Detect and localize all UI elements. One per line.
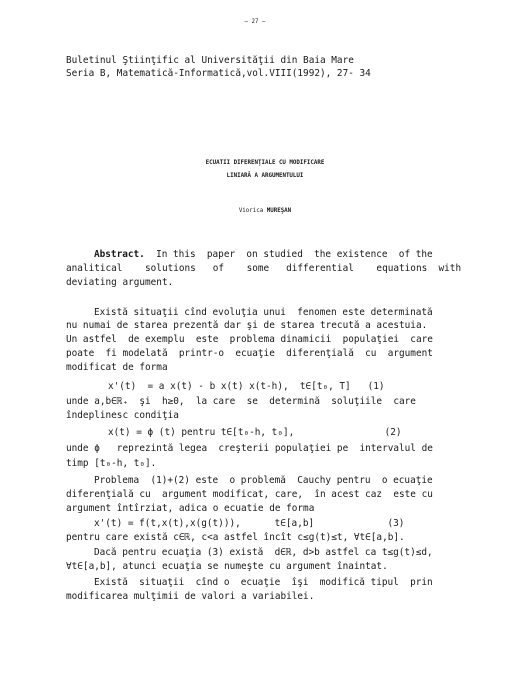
paragraph-1-line-6: unde a,b∈ℝ₊ şi h≥0, la care se determină soluţiile care: [66, 396, 416, 407]
paragraph-1-line-2: nu numai de starea prezentă dar şi de starea trecută a acestuia.: [66, 320, 428, 331]
paragraph-4-line-2: modificarea mulţimii de valori a variabilei.: [66, 591, 315, 602]
paragraph-2-line-2: diferenţială cu argument modificat, care, în acest caz este cu: [66, 489, 433, 500]
equation-1: x'(t) = a x(t) - b x(t) x(t-h), t∈[t₀, T] (1): [108, 381, 385, 392]
page-number: — 27 —: [244, 19, 266, 25]
equation-3: x'(t) = f(t,x(t),x(g(t))), t∈[a,b] (3): [94, 518, 405, 529]
paragraph-1-line-7: îndeplinesc condiţia: [66, 410, 179, 421]
paragraph-2-line-4: pentru care există c∈ℝ, c<a astfel încît c≤g(t)≤t, ∀t∈[a,b].: [66, 532, 405, 543]
author-last-name: MUREŞAN: [266, 208, 292, 214]
abstract-line-2: analitical solutions of some differential equations with: [66, 263, 462, 274]
paragraph-4-line-1: Există situaţii cînd o ecuaţie îşi modifică tipul prin: [94, 577, 433, 588]
abstract-line-1: [94, 249, 433, 261]
title-line-1: ECUATII DIFERENŢIALE CU MODIFICARE: [205, 160, 325, 166]
paragraph-1-line-1: Există situaţii cînd evoluţia unui fenomen este determinată: [94, 307, 433, 318]
equation-2: x(t) = ϕ (t) pentru t∈[t₀-h, t₀], (2): [108, 427, 402, 438]
paragraph-1-line-9: timp [t₀-h, t₀].: [66, 458, 157, 469]
paragraph-1-line-8: unde ϕ reprezintă legea creşterii populaţiei pe intervalul de: [66, 443, 433, 454]
paragraph-3-line-1: Dacă pentru ecuaţia (3) există d∈ℝ, d>b astfel ca t≤g(t)≤d,: [94, 547, 433, 558]
paragraph-2-line-3: argument întîrziat, adica o ecuatie de forma: [66, 503, 315, 514]
paragraph-2-line-1: Problema (1)+(2) este o problemă Cauchy pentru o ecuaţie: [94, 475, 433, 486]
paragraph-1-line-5: modificat de forma: [66, 362, 168, 373]
paragraph-1-line-3: Un astfel de exemplu este problema dinamicii populaţiei care: [66, 334, 433, 345]
abstract-label: Abstract.: [94, 249, 145, 260]
author-first-name: Viorica: [238, 208, 267, 214]
journal-line-2: Seria B, Matematică-Informatică,vol.VIII(1992), 27- 34: [66, 68, 371, 79]
abstract-line-3: deviating argument.: [66, 277, 174, 288]
paragraph-1-line-4: poate fi modelată printr-o ecuaţie diferenţială cu argument: [66, 348, 433, 359]
paragraph-3-line-2: ∀t∈[a,b], atunci ecuaţia se numeşte cu argument înaintat.: [66, 561, 388, 572]
abstract-line-1-text: In this paper on studied the existence of the: [144, 249, 433, 260]
title-line-2: LINIARĂ A ARGUMENTULUI: [226, 173, 304, 179]
author-name: [20, 205, 510, 217]
journal-line-1: Buletinul Ştiinţific al Universităţii din Baia Mare: [66, 55, 354, 66]
